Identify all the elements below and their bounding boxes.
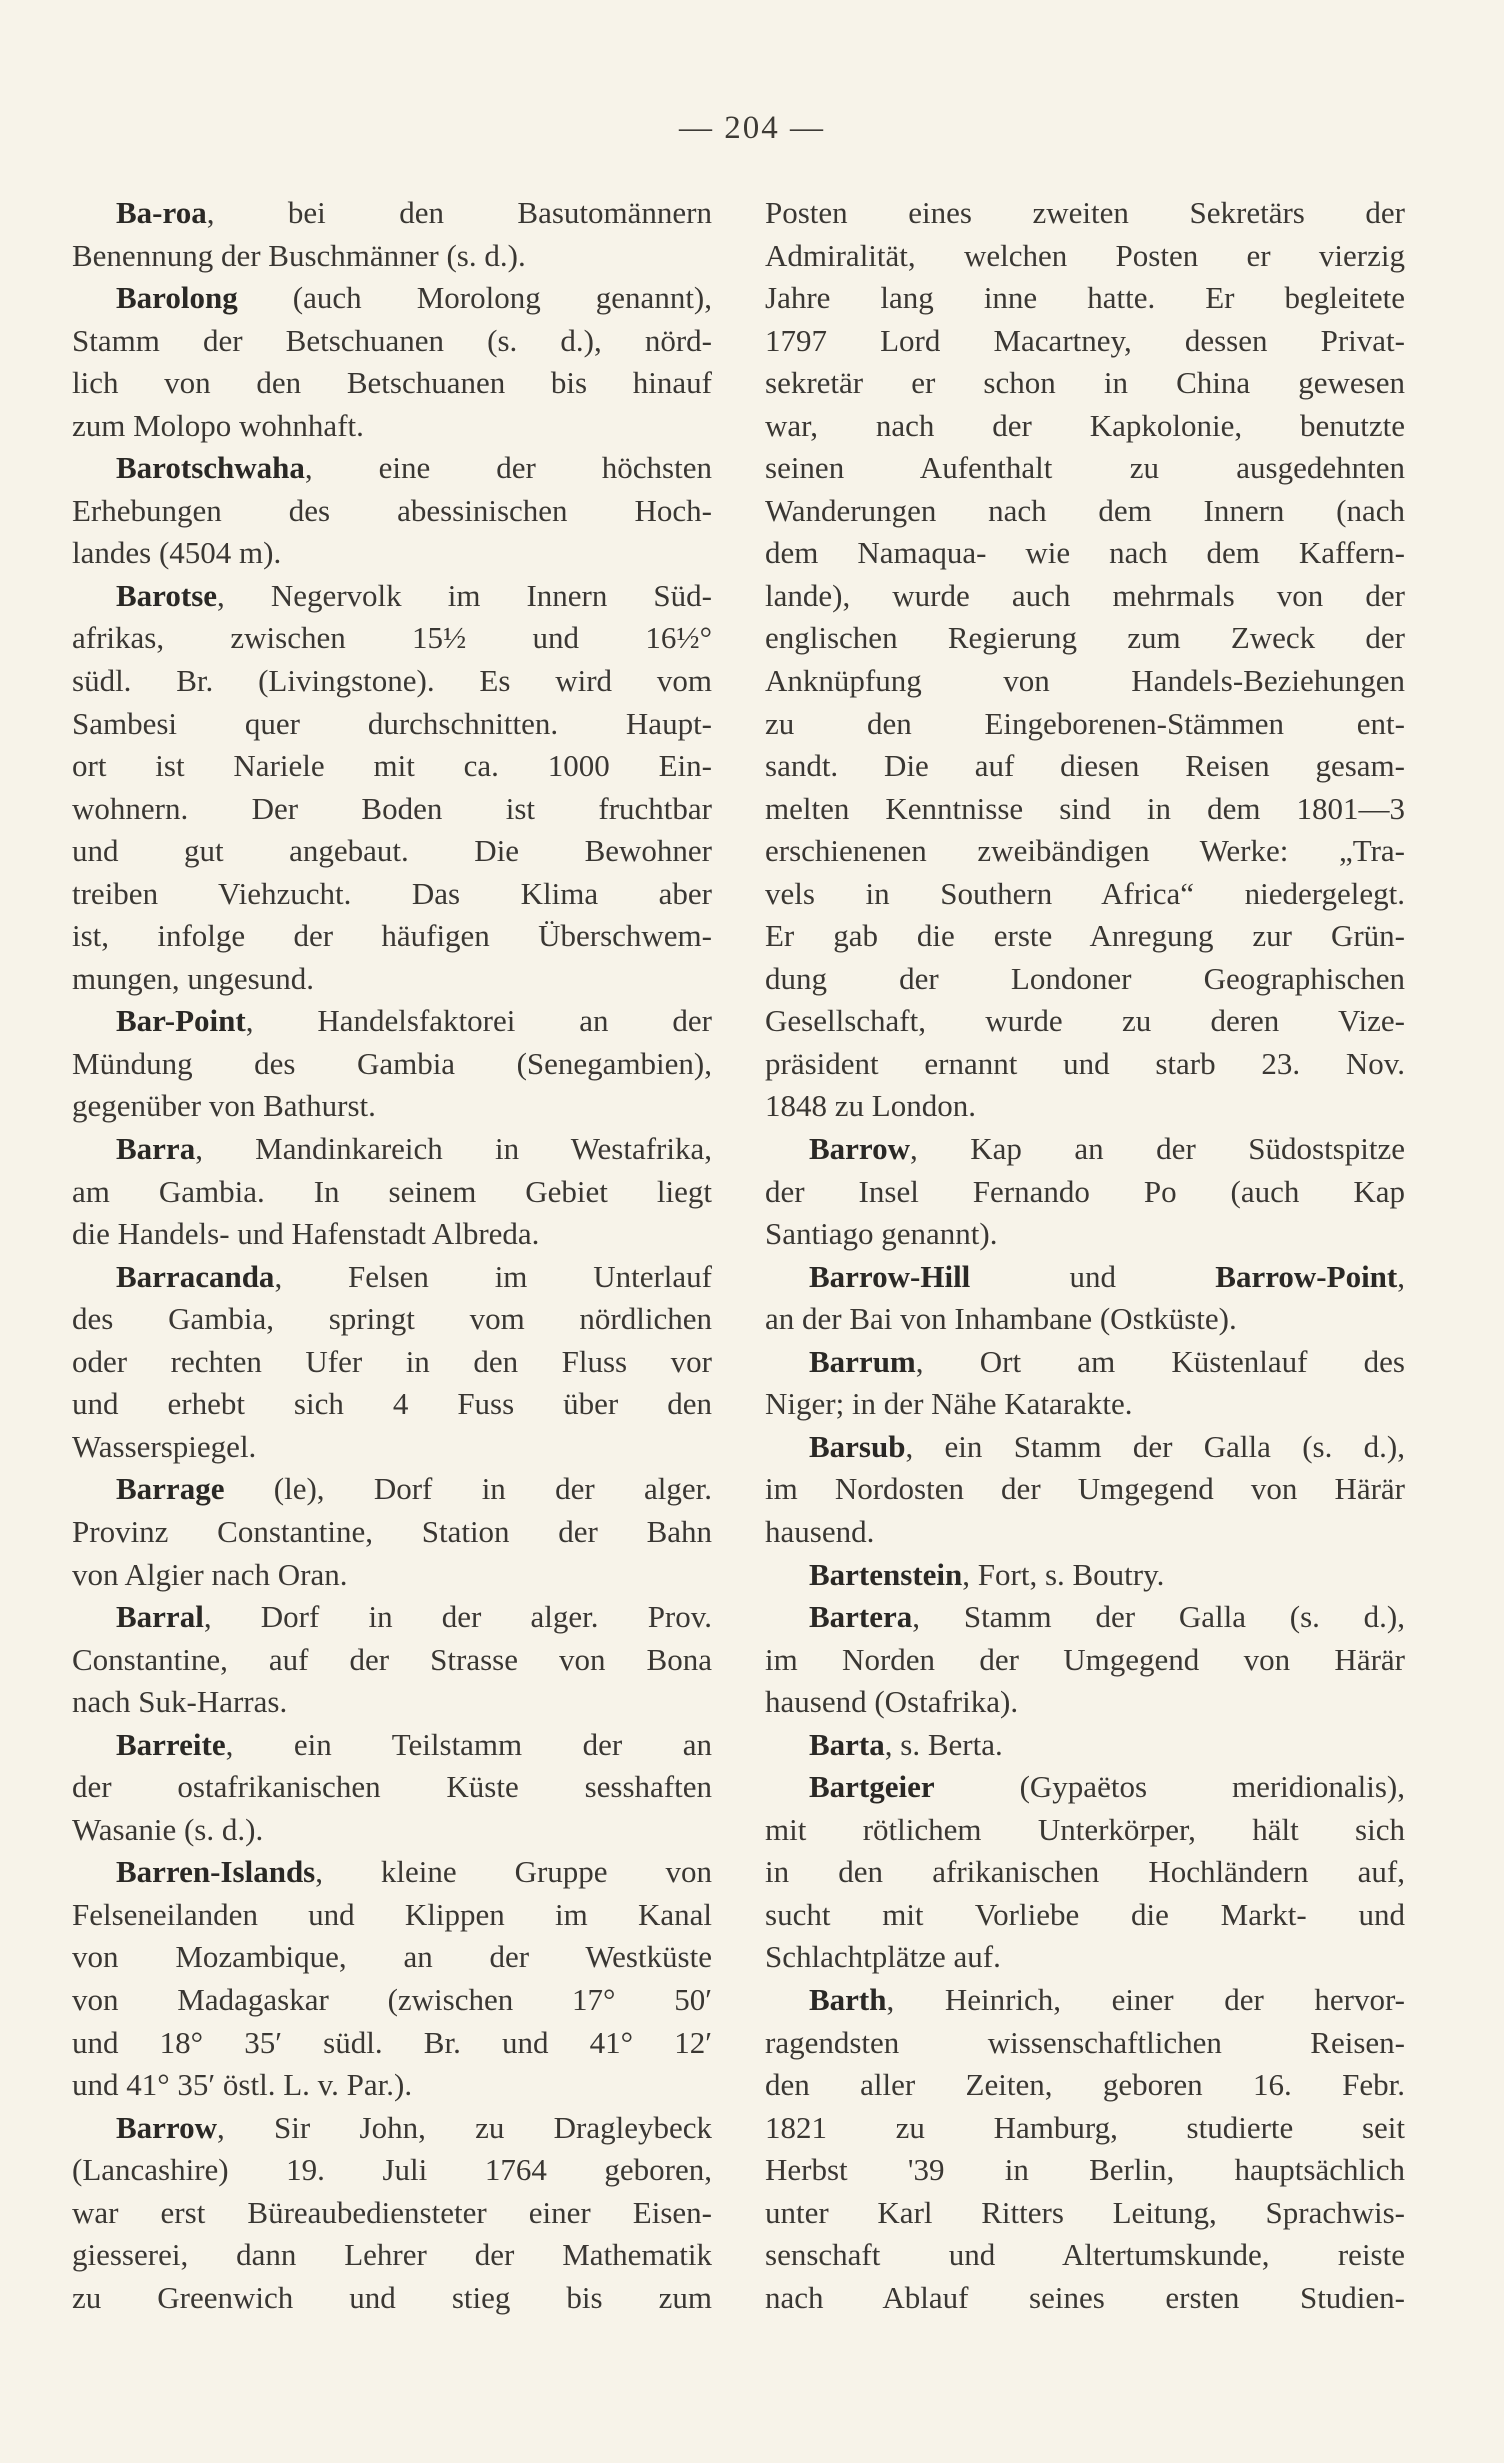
text-line (72, 703, 712, 746)
entry-text: , Negervolk im Innern Süd- (217, 577, 712, 613)
text-line (765, 1043, 1405, 1086)
entry-text: im Nordosten der Umgegend von Härär (765, 1471, 1405, 1507)
entry-text: dung der Londoner Geographischen (765, 960, 1405, 996)
entry-text: , Fort, s. Boutry. (962, 1556, 1165, 1592)
entry-headword: Barrow-Point (1215, 1258, 1398, 1294)
text-line (72, 1341, 712, 1384)
entry-text: 1797 Lord Macartney, dessen Privat- (765, 322, 1405, 358)
text-line (72, 2192, 712, 2235)
text-line (765, 2107, 1405, 2150)
text-line (765, 1936, 1405, 1979)
entry-text: südl. Br. (Livingstone). Es wird vom (72, 663, 712, 699)
entry-text: der Insel Fernando Po (auch Kap (765, 1173, 1405, 1209)
text-line (72, 1639, 712, 1682)
text-line (72, 788, 712, 831)
entry-first-line (765, 1426, 1405, 1469)
entry-text: lande), wurde auch mehrmals von der (765, 577, 1405, 613)
entry-text: präsident ernannt und starb 23. Nov. (765, 1045, 1405, 1081)
entry-text: Posten eines zweiten Sekretärs der (765, 195, 1405, 230)
entry-text: Mündung des Gambia (Senegambien), (72, 1045, 712, 1081)
entry-headword: Barrow-Hill (809, 1258, 971, 1294)
entry-text: Constantine, auf der Strasse von Bona (72, 1641, 712, 1677)
entry-text: sekretär er schon in China gewesen (765, 365, 1405, 401)
entry-first-line (72, 575, 712, 618)
text-line (72, 320, 712, 363)
entry-text: war, nach der Kapkolonie, benutzte (765, 407, 1405, 443)
entry-text: , Heinrich, einer der hervor- (886, 1981, 1405, 2017)
text-line (72, 532, 712, 575)
entry-text: 1821 zu Hamburg, studierte seit (765, 2109, 1405, 2145)
entry-text: , Kap an der Südostspitze (910, 1131, 1405, 1167)
entry-text: Santiago genannt). (765, 1216, 998, 1252)
text-line (765, 1085, 1405, 1128)
entry-first-line (72, 1468, 712, 1511)
text-line (72, 1043, 712, 1086)
entry-text: der ostafrikanischen Küste sesshaften (72, 1769, 712, 1805)
entry-text: des Gambia, springt vom nördlichen (72, 1301, 712, 1337)
right-column (765, 192, 1405, 2319)
entry-text: von Mozambique, an der Westküste (72, 1939, 712, 1975)
entry-text: Jahre lang inne hatte. Er begleitete (765, 280, 1405, 316)
entry-first-line (765, 1256, 1405, 1299)
entry-headword: Bartera (809, 1599, 913, 1635)
entry-text: , Ort am Küstenlauf des (915, 1343, 1405, 1379)
text-line (72, 1213, 712, 1256)
text-line (765, 915, 1405, 958)
entry-text: an der Bai von Inhambane (Ostküste). (765, 1301, 1237, 1337)
text-line (765, 703, 1405, 746)
entry-text: , kleine Gruppe von (315, 1854, 712, 1890)
entry-headword: Barta (809, 1726, 885, 1762)
entry-text: hausend. (765, 1513, 875, 1549)
entry-text: von Algier nach Oran. (72, 1556, 348, 1592)
entry-first-line (72, 192, 712, 235)
entry-text: zu den Eingeborenen-Stämmen ent- (765, 705, 1405, 741)
entry-text: Niger; in der Nähe Katarakte. (765, 1386, 1133, 1422)
entry-text: in den afrikanischen Hochländern auf, (765, 1854, 1405, 1890)
entry-text: ist, infolge der häufigen Überschwem- (72, 918, 712, 954)
text-line (765, 362, 1405, 405)
entry-text: den aller Zeiten, geboren 16. Febr. (765, 2067, 1405, 2103)
entry-text: und (970, 1258, 1216, 1294)
text-line (765, 1681, 1405, 1724)
entry-headword: Barolong (116, 280, 238, 316)
entry-text: und gut angebaut. Die Bewohner (72, 833, 712, 869)
entry-text: und 18° 35′ südl. Br. und 41° 12′ (72, 2024, 712, 2060)
entry-text: treiben Viehzucht. Das Klima aber (72, 875, 712, 911)
entry-text: zum Molopo wohnhaft. (72, 407, 364, 443)
entry-headword: Barotschwaha (116, 450, 305, 486)
entry-text: dem Namaqua- wie nach dem Kaffern- (765, 535, 1405, 571)
text-line (72, 1085, 712, 1128)
entry-text: englischen Regierung zum Zweck der (765, 620, 1405, 656)
page-number: — 204 — (679, 110, 825, 146)
entry-first-line (765, 1724, 1405, 1767)
entry-text: die Handels- und Hafenstadt Albreda. (72, 1216, 540, 1252)
text-line (765, 1383, 1405, 1426)
entry-first-line (765, 1766, 1405, 1809)
entry-text: oder rechten Ufer in den Fluss vor (72, 1343, 712, 1379)
entry-text: sucht mit Vorliebe die Markt- und (765, 1896, 1405, 1932)
entry-first-line (72, 277, 712, 320)
entry-text: , Sir John, zu Dragleybeck (217, 2109, 712, 2145)
entry-text: mit rötlichem Unterkörper, hält sich (765, 1811, 1405, 1847)
entry-first-line (72, 1000, 712, 1043)
text-line (72, 617, 712, 660)
text-line (72, 1766, 712, 1809)
entry-text: afrikas, zwischen 15½ und 16½° (72, 620, 712, 656)
text-line (72, 745, 712, 788)
entry-headword: Barral (116, 1599, 204, 1635)
text-line (72, 490, 712, 533)
entry-headword: Barreite (116, 1726, 226, 1762)
entry-text: , eine der höchsten (304, 450, 712, 486)
entry-headword: Barrow (809, 1131, 911, 1167)
entry-text: Wanderungen nach dem Innern (nach (765, 492, 1405, 528)
text-line (72, 915, 712, 958)
entry-text: mungen, ungesund. (72, 960, 314, 996)
text-line (72, 2022, 712, 2065)
text-line (765, 1809, 1405, 1852)
entry-text: , Stamm der Galla (s. d.), (912, 1599, 1405, 1635)
text-line (72, 235, 712, 278)
entry-text: unter Karl Ritters Leitung, Sprachwis- (765, 2194, 1405, 2230)
text-line (72, 2149, 712, 2192)
text-line (765, 405, 1405, 448)
text-line (765, 1171, 1405, 1214)
text-line (765, 447, 1405, 490)
entry-text: Sambesi quer durchschnitten. Haupt- (72, 705, 712, 741)
text-line (765, 320, 1405, 363)
text-line (765, 2022, 1405, 2065)
entry-text: Wasanie (s. d.). (72, 1811, 264, 1847)
text-line (765, 2192, 1405, 2235)
entry-headword: Barsub (809, 1428, 906, 1464)
entry-text: (le), Dorf in der alger. (224, 1471, 712, 1507)
entry-headword: Barrum (809, 1343, 916, 1379)
text-line (765, 490, 1405, 533)
entry-text: , Handelsfaktorei an der (245, 1003, 712, 1039)
entry-headword: Barotse (116, 577, 218, 613)
entry-text: Gesellschaft, wurde zu deren Vize- (765, 1003, 1405, 1039)
entry-text: , ein Teilstamm der an (225, 1726, 712, 1762)
text-line (72, 958, 712, 1001)
entry-text: , s. Berta. (884, 1726, 1003, 1762)
entry-text: zu Greenwich und stieg bis zum (72, 2279, 712, 2315)
text-line (72, 1426, 712, 1469)
entry-text: Schlachtplätze auf. (765, 1939, 1001, 1975)
text-line (765, 575, 1405, 618)
text-line (72, 1383, 712, 1426)
entry-first-line (72, 1256, 712, 1299)
text-line (765, 1213, 1405, 1256)
entry-text: , Felsen im Unterlauf (274, 1258, 712, 1294)
entry-text: im Norden der Umgegend von Härär (765, 1641, 1405, 1677)
entry-headword: Barrow (116, 2109, 218, 2145)
entry-text: und 41° 35′ östl. L. v. Par.). (72, 2067, 413, 2103)
entry-text: landes (4504 m). (72, 535, 282, 571)
entry-text: war erst Büreaubediensteter einer Eisen- (72, 2194, 712, 2230)
left-column (72, 192, 712, 2319)
text-line (765, 1298, 1405, 1341)
entry-text: Wasserspiegel. (72, 1428, 257, 1464)
entry-text: ort ist Nariele mit ca. 1000 Ein- (72, 748, 712, 784)
entry-text: und erhebt sich 4 Fuss über den (72, 1386, 712, 1422)
entry-headword: Bar-Point (116, 1003, 246, 1039)
entry-text: melten Kenntnisse sind in dem 1801—3 (765, 790, 1405, 826)
entry-first-line (72, 1128, 712, 1171)
text-line (765, 192, 1405, 235)
text-line (72, 1936, 712, 1979)
entry-text: Stamm der Betschuanen (s. d.), nörd- (72, 322, 712, 358)
entry-text: seinen Aufenthalt zu ausgedehnten (765, 450, 1405, 486)
entry-headword: Barren-Islands (116, 1854, 316, 1890)
text-line (765, 1468, 1405, 1511)
entry-headword: Barth (809, 1981, 887, 2017)
text-line (72, 1298, 712, 1341)
entry-text: Admiralität, welchen Posten er vierzig (765, 237, 1405, 273)
text-line (72, 873, 712, 916)
entry-headword: Barrage (116, 1471, 225, 1507)
entry-text: vels in Southern Africa“ niedergelegt. (765, 875, 1405, 911)
entry-text: sandt. Die auf diesen Reisen gesam- (765, 748, 1405, 784)
entry-text: senschaft und Altertumskunde, reiste (765, 2237, 1405, 2273)
entry-first-line (765, 1979, 1405, 2022)
entry-headword: Barra (116, 1131, 196, 1167)
entry-headword: Bartenstein (809, 1556, 963, 1592)
text-line (765, 788, 1405, 831)
text-line (72, 1894, 712, 1937)
entry-text: , Mandinkareich in Westafrika, (195, 1131, 712, 1167)
entry-headword: Barracanda (116, 1258, 275, 1294)
entry-first-line (765, 1596, 1405, 1639)
text-line (765, 1000, 1405, 1043)
entry-text: Anknüpfung von Handels-Beziehungen (765, 663, 1405, 699)
text-line (72, 405, 712, 448)
text-line (72, 2234, 712, 2277)
entry-text: 1848 zu London. (765, 1088, 976, 1124)
entry-first-line (765, 1554, 1405, 1597)
text-line (72, 1554, 712, 1597)
entry-text: , Dorf in der alger. Prov. (203, 1599, 712, 1635)
entry-first-line (72, 1724, 712, 1767)
text-line (765, 745, 1405, 788)
entry-text: giesserei, dann Lehrer der Mathematik (72, 2237, 712, 2273)
entry-first-line (72, 1851, 712, 1894)
text-line (765, 1851, 1405, 1894)
entry-text: wohnern. Der Boden ist fruchtbar (72, 790, 712, 826)
text-line (72, 2064, 712, 2107)
entry-text: , ein Stamm der Galla (s. d.), (905, 1428, 1405, 1464)
text-line (72, 1511, 712, 1554)
entry-text: nach Suk-Harras. (72, 1684, 288, 1720)
text-line (765, 2149, 1405, 2192)
entry-text: (Lancashire) 19. Juli 1764 geboren, (72, 2152, 712, 2188)
text-line (765, 277, 1405, 320)
text-line (72, 362, 712, 405)
text-line (765, 235, 1405, 278)
entry-text: am Gambia. In seinem Gebiet liegt (72, 1173, 712, 1209)
text-line (72, 660, 712, 703)
entry-text: nach Ablauf seines ersten Studien- (765, 2279, 1405, 2315)
text-line (72, 1681, 712, 1724)
text-line (72, 1979, 712, 2022)
text-line (72, 830, 712, 873)
entry-first-line (72, 1596, 712, 1639)
text-line (765, 1511, 1405, 1554)
text-line (72, 1809, 712, 1852)
entry-text: , bei den Basutomännern (206, 195, 712, 230)
entry-headword: Ba-roa (116, 195, 207, 230)
text-line (765, 617, 1405, 660)
entry-text: Felseneilanden und Klippen im Kanal (72, 1896, 712, 1932)
text-line (765, 2234, 1405, 2277)
entry-first-line (765, 1128, 1405, 1171)
text-line (765, 532, 1405, 575)
text-line (765, 1894, 1405, 1937)
entry-text: Er gab die erste Anregung zur Grün- (765, 918, 1405, 954)
text-line (765, 1639, 1405, 1682)
entry-first-line (765, 1341, 1405, 1384)
text-line (765, 958, 1405, 1001)
text-line (765, 873, 1405, 916)
text-line (765, 2064, 1405, 2107)
text-line (765, 2277, 1405, 2320)
entry-text: erschienenen zweibändigen Werke: „Tra- (765, 833, 1405, 869)
entry-text: Provinz Constantine, Station der Bahn (72, 1513, 712, 1549)
entry-first-line (72, 447, 712, 490)
entry-text: von Madagaskar (zwischen 17° 50′ (72, 1981, 712, 2017)
entry-text: lich von den Betschuanen bis hinauf (72, 365, 712, 401)
text-line (72, 2277, 712, 2320)
entry-text: Erhebungen des abessinischen Hoch- (72, 492, 712, 528)
entry-text: hausend (Ostafrika). (765, 1684, 1019, 1720)
entry-text: Benennung der Buschmänner (s. d.). (72, 237, 526, 273)
entry-text: ragendsten wissenschaftlichen Reisen- (765, 2024, 1405, 2060)
entry-text: (Gypaëtos meridionalis), (934, 1769, 1405, 1805)
entry-text: (auch Morolong genannt), (237, 280, 712, 316)
entry-text: Herbst '39 in Berlin, hauptsächlich (765, 2152, 1405, 2188)
entry-headword: Bartgeier (809, 1769, 935, 1805)
text-line (765, 830, 1405, 873)
text-line (765, 660, 1405, 703)
entry-text: , (1397, 1258, 1405, 1294)
text-line (72, 1171, 712, 1214)
entry-text: gegenüber von Bathurst. (72, 1088, 376, 1124)
entry-first-line (72, 2107, 712, 2150)
